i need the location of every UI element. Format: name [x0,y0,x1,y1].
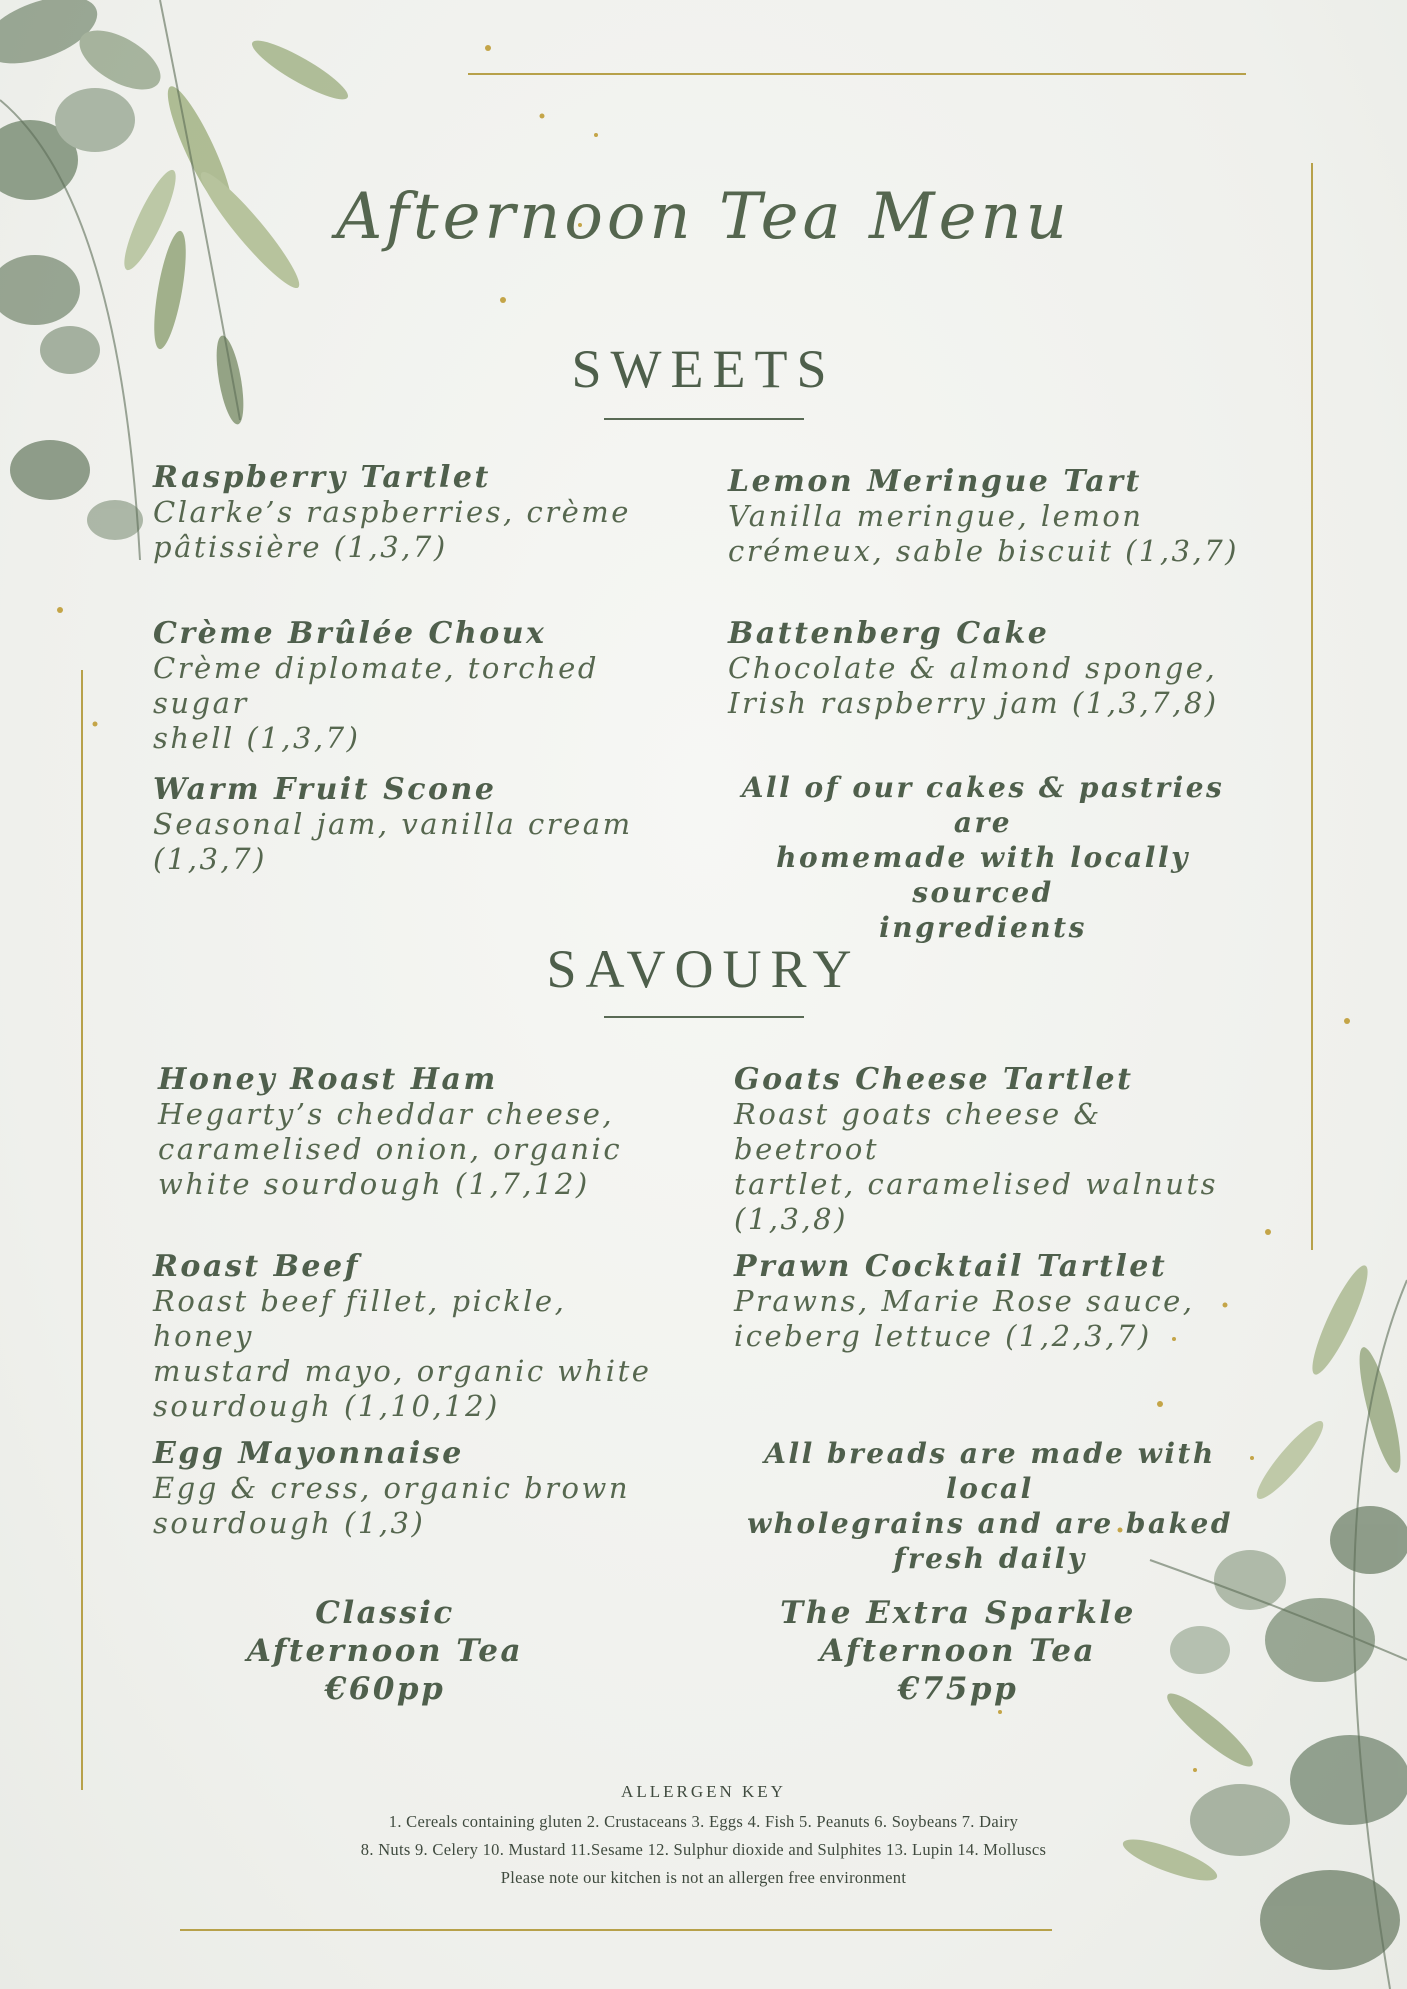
item-desc: (1,3,8) [734,1202,848,1236]
item-desc: Roast goats cheese & beetroot [734,1097,1102,1166]
classic-package [185,1594,585,1708]
menu-title: Afternoon Tea Menu [336,180,1071,254]
note-line: wholegrains and are baked [747,1507,1233,1540]
item-desc: iceberg lettuce (1,2,3,7) [734,1319,1152,1353]
package-name: Afternoon Tea [819,1633,1097,1669]
savoury-heading-rule [604,1016,804,1018]
menu-item [734,1062,1254,1237]
item-desc: Egg & cress, organic brown [153,1471,630,1505]
allergen-key-title: ALLERGEN KEY [621,1782,786,1801]
item-desc: pâtissière (1,3,7) [153,530,448,564]
menu-item [153,460,673,565]
item-name: Prawn Cocktail Tartlet [734,1249,1168,1284]
item-desc: Roast beef fillet, pickle, honey [153,1284,567,1353]
item-desc: mustard mayo, organic white [153,1354,652,1388]
allergen-key [0,1782,1407,1892]
savoury-note [725,1436,1255,1576]
sweets-note [718,770,1248,945]
item-desc: Chocolate & almond sponge, [728,651,1218,685]
item-desc: caramelised onion, organic [158,1132,623,1166]
note-line: homemade with locally sourced [776,841,1190,909]
item-name: Goats Cheese Tartlet [734,1062,1134,1097]
sweets-heading: SWEETS [571,339,836,399]
menu-item [153,772,673,877]
savoury-heading: SAVOURY [546,939,861,999]
item-desc: Irish raspberry jam (1,3,7,8) [728,686,1219,720]
allergen-line: 1. Cereals containing gluten 2. Crustaceans 3. Eggs 4. Fish 5. Peanuts 6. Soybeans 7. Dairy [388,1812,1019,1831]
item-desc: sourdough (1,3) [153,1506,426,1540]
allergen-line: 8. Nuts 9. Celery 10. Mustard 11.Sesame 12. Sulphur dioxide and Sulphites 13. Lupin 14. Molluscs [360,1840,1047,1859]
item-name: Crème Brûlée Choux [153,616,547,651]
item-name: Lemon Meringue Tart [728,464,1142,499]
item-desc: sourdough (1,10,12) [153,1389,500,1423]
menu-item [734,1249,1254,1354]
item-name: Warm Fruit Scone [153,772,497,807]
item-desc: tartlet, caramelised walnuts [734,1167,1218,1201]
item-desc: Hegarty’s cheddar cheese, [158,1097,615,1131]
item-desc: white sourdough (1,7,12) [158,1167,590,1201]
menu-item [728,616,1248,721]
menu-item [728,464,1248,569]
menu-item [153,1249,673,1424]
item-desc: Vanilla meringue, lemon [728,499,1144,533]
note-line: ingredients [879,911,1087,944]
package-name: Afternoon Tea [246,1633,524,1669]
sweets-heading-rule [604,418,804,420]
menu-item [153,616,673,756]
item-desc: Clarke’s raspberries, crème [153,495,631,529]
item-desc: crémeux, sable biscuit (1,3,7) [728,534,1239,568]
package-price: €75pp [897,1671,1019,1707]
item-name: Roast Beef [153,1249,361,1284]
note-line: fresh daily [893,1542,1087,1575]
item-name: Battenberg Cake [728,616,1050,651]
note-line: All of our cakes & pastries are [741,771,1225,839]
package-name: The Extra Sparkle [780,1595,1136,1631]
item-desc: shell (1,3,7) [153,721,361,755]
item-desc: Prawns, Marie Rose sauce, [734,1284,1195,1318]
item-desc: Crème diplomate, torched sugar [153,651,599,720]
extra-sparkle-package [758,1594,1158,1708]
menu-item [158,1062,678,1202]
package-price: €60pp [324,1671,446,1707]
package-name: Classic [315,1595,455,1631]
item-name: Honey Roast Ham [158,1062,498,1097]
note-line: All breads are made with local [764,1437,1216,1505]
item-name: Egg Mayonnaise [153,1436,464,1471]
menu-item [153,1436,673,1541]
item-desc: (1,3,7) [153,842,267,876]
allergen-disclaimer: Please note our kitchen is not an allergen free environment [500,1868,907,1887]
item-name: Raspberry Tartlet [153,460,491,495]
item-desc: Seasonal jam, vanilla cream [153,807,633,841]
